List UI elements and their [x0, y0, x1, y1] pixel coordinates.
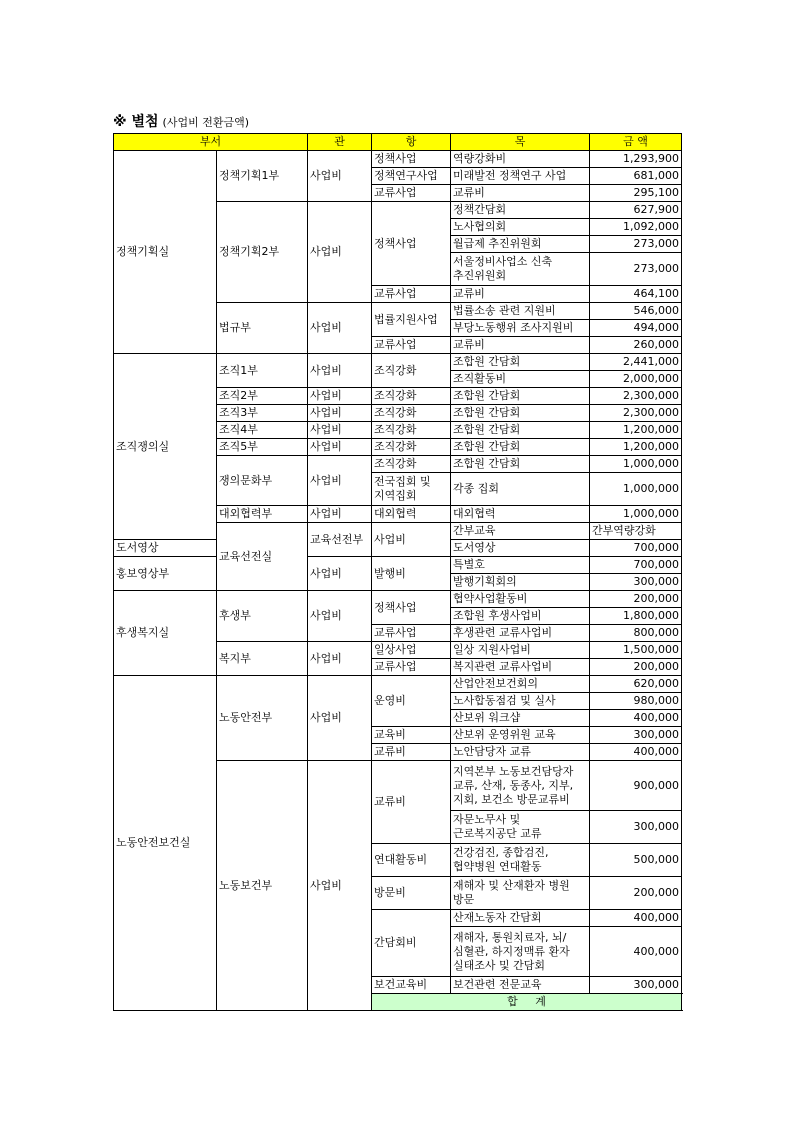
amount-cell: 464,100: [590, 286, 682, 303]
gwan-cell: 사업비: [308, 591, 372, 642]
amount-cell: 400,000: [590, 744, 682, 761]
mok-cell: 교류비: [451, 286, 590, 303]
mok-cell: 교류비: [451, 337, 590, 354]
mok-cell: 법률소송 관련 지원비: [451, 303, 590, 320]
table-row: [114, 151, 682, 168]
hang-cell: 방문비: [372, 877, 451, 910]
amount-cell: 300,000: [590, 977, 682, 994]
header-mok: 목: [451, 134, 590, 151]
amount-cell: 1,200,000: [590, 422, 682, 439]
total-label: 합 계: [372, 994, 682, 1011]
team-cell: 조직4부: [217, 422, 308, 439]
mok-cell: 자문노무사 및 근로복지공단 교류: [451, 811, 590, 844]
gwan-cell: 사업비: [308, 303, 372, 354]
gwan-cell: 사업비: [308, 422, 372, 439]
amount-cell: 400,000: [590, 710, 682, 727]
hang-cell: 간부교육: [451, 523, 590, 540]
gwan-cell: 사업비: [308, 439, 372, 456]
amount-cell: 200,000: [590, 659, 682, 676]
page-title: [113, 112, 249, 130]
mok-cell: 노사협의회: [451, 219, 590, 236]
hang-cell: 운영비: [372, 676, 451, 727]
mok-cell: 재해자, 통원치료자, 뇌/심혈관, 하지정맥류 환자 실태조사 및 간담회: [451, 927, 590, 977]
mok-cell: 조합원 간담회: [451, 456, 590, 473]
amount-cell: 2,300,000: [590, 405, 682, 422]
mok-cell: 조합원 간담회: [451, 422, 590, 439]
hang-cell: 정책사업: [372, 591, 451, 625]
amount-cell: 700,000: [590, 557, 682, 574]
table-header-row: [114, 134, 682, 151]
mok-cell: 노안담당자 교류: [451, 744, 590, 761]
hang-cell: 조직강화: [372, 388, 451, 405]
amount-cell: 300,000: [590, 727, 682, 744]
hang-cell: 전국집회 및 지역집회: [372, 473, 451, 506]
amount-cell: 700,000: [590, 540, 682, 557]
amount-cell: 273,000: [590, 253, 682, 286]
hang-cell: 간담회비: [372, 910, 451, 977]
amount-cell: 273,000: [590, 236, 682, 253]
hang-cell: 조직강화: [372, 354, 451, 388]
amount-cell: 2,300,000: [590, 388, 682, 405]
gwan-cell: 사업비: [308, 388, 372, 405]
mok-cell: 간부역량강화: [590, 523, 682, 540]
mok-cell: 조합원 후생사업비: [451, 608, 590, 625]
hang-cell: 교류사업: [372, 286, 451, 303]
amount-cell: 300,000: [590, 574, 682, 591]
dept-cell: 정책기획실: [114, 151, 217, 354]
hang-cell: 보건교육비: [372, 977, 451, 994]
mok-cell: 산보위 워크샵: [451, 710, 590, 727]
mok-cell: 조합원 간담회: [451, 439, 590, 456]
mok-cell: 협약사업활동비: [451, 591, 590, 608]
amount-cell: 295,100: [590, 185, 682, 202]
mok-cell: 각종 집회: [451, 473, 590, 506]
amount-cell: 300,000: [590, 811, 682, 844]
team-cell: 홍보영상부: [114, 557, 217, 591]
hang-cell: 교류사업: [372, 185, 451, 202]
amount-cell: 546,000: [590, 303, 682, 320]
gwan-cell: 사업비: [308, 202, 372, 303]
mok-cell: 도서영상: [451, 540, 590, 557]
gwan-cell: 사업비: [308, 405, 372, 422]
hang-cell: 발행비: [372, 557, 451, 591]
hang-cell: 교류비: [372, 761, 451, 844]
amount-cell: 1,293,900: [590, 151, 682, 168]
mok-cell: 조합원 간담회: [451, 354, 590, 371]
dept-cell: 조직쟁의실: [114, 354, 217, 540]
mok-cell: 조직활동비: [451, 371, 590, 388]
amount-cell: 681,000: [590, 168, 682, 185]
mok-cell: 후생관련 교류사업비: [451, 625, 590, 642]
mok-cell: 노사합동점검 및 실사: [451, 693, 590, 710]
hang-cell: 대외협력: [372, 506, 451, 523]
hang-cell: 조직강화: [372, 439, 451, 456]
amount-cell: 1,000,000: [590, 473, 682, 506]
amount-cell: 1,092,000: [590, 219, 682, 236]
gwan-cell: 사업비: [308, 354, 372, 388]
header-hang: 항: [372, 134, 451, 151]
gwan-cell: 사업비: [308, 456, 372, 506]
mok-cell: 재해자 및 산재환자 병원 방문: [451, 877, 590, 910]
amount-cell: 2,000,000: [590, 371, 682, 388]
team-cell: 조직1부: [217, 354, 308, 388]
team-cell: 조직2부: [217, 388, 308, 405]
dept-cell: 후생복지실: [114, 591, 217, 676]
gwan-cell: 사업비: [308, 761, 372, 1011]
amount-cell: 1,800,000: [590, 608, 682, 625]
hang-cell: 교류사업: [372, 337, 451, 354]
amount-cell: 900,000: [590, 761, 682, 811]
dept-cell: 교육선전실: [217, 523, 308, 591]
team-cell: 정책기획2부: [217, 202, 308, 303]
team-cell: 복지부: [217, 642, 308, 676]
hang-cell: 교육비: [372, 727, 451, 744]
mok-cell: 보건관련 전문교육: [451, 977, 590, 994]
amount-cell: 620,000: [590, 676, 682, 693]
gwan-cell: 사업비: [308, 506, 372, 523]
table-row: [114, 354, 682, 371]
amount-cell: 800,000: [590, 625, 682, 642]
team-cell: 쟁의문화부: [217, 456, 308, 506]
hang-cell: 정책사업: [372, 202, 451, 286]
hang-cell: 일상사업: [372, 642, 451, 659]
amount-cell: 400,000: [590, 927, 682, 977]
table-row: [114, 591, 682, 608]
mok-cell: 특별호: [451, 557, 590, 574]
table-row: [114, 557, 682, 574]
amount-cell: 200,000: [590, 591, 682, 608]
mok-cell: 역량강화비: [451, 151, 590, 168]
amount-cell: 1,000,000: [590, 456, 682, 473]
amount-cell: 627,900: [590, 202, 682, 219]
hang-cell: 교류사업: [372, 625, 451, 642]
amount-cell: 400,000: [590, 910, 682, 927]
mok-cell: 복지관련 교류사업비: [451, 659, 590, 676]
hang-cell: 교류비: [372, 744, 451, 761]
hang-cell: 정책연구사업: [372, 168, 451, 185]
amount-cell: 1,200,000: [590, 439, 682, 456]
header-gwan: 관: [308, 134, 372, 151]
mok-cell: 미래발전 정책연구 사업: [451, 168, 590, 185]
amount-cell: 2,441,000: [590, 354, 682, 371]
team-cell: 정책기획1부: [217, 151, 308, 202]
mok-cell: 지역본부 노동보건담당자 교류, 산재, 동종사, 지부, 지회, 보건소 방문교류비: [451, 761, 590, 811]
amount-cell: 980,000: [590, 693, 682, 710]
title-main: ※ 별첨: [113, 114, 159, 130]
gwan-cell: 사업비: [308, 642, 372, 676]
amount-cell: 494,000: [590, 320, 682, 337]
hang-cell: 조직강화: [372, 405, 451, 422]
gwan-cell: 사업비: [308, 151, 372, 202]
amount-cell: 1,500,000: [590, 642, 682, 659]
team-cell: 후생부: [217, 591, 308, 642]
hang-cell: 연대활동비: [372, 844, 451, 877]
dept-cell: 노동안전보건실: [114, 676, 217, 1011]
mok-cell: 월급제 추진위원회: [451, 236, 590, 253]
team-cell: 조직3부: [217, 405, 308, 422]
mok-cell: 대외협력: [451, 506, 590, 523]
gwan-cell: 사업비: [308, 557, 372, 591]
budget-table: [113, 133, 682, 1011]
mok-cell: 서울정비사업소 신축 추진위원회: [451, 253, 590, 286]
hang-cell: 교류사업: [372, 659, 451, 676]
mok-cell: 교류비: [451, 185, 590, 202]
gwan-cell: 사업비: [372, 523, 451, 557]
team-cell: 대외협력부: [217, 506, 308, 523]
header-amount: 금 액: [590, 134, 682, 151]
hang-cell: 도서영상: [114, 540, 217, 557]
amount-cell: 1,000,000: [590, 506, 682, 523]
mok-cell: 일상 지원사업비: [451, 642, 590, 659]
gwan-cell: 사업비: [308, 676, 372, 761]
title-sub: (사업비 전환금액): [162, 116, 250, 129]
team-cell: 노동보건부: [217, 761, 308, 1011]
mok-cell: 산보위 운영위원 교육: [451, 727, 590, 744]
mok-cell: 건강검진, 종합검진, 협약병원 연대활동: [451, 844, 590, 877]
amount-cell: 500,000: [590, 844, 682, 877]
mok-cell: 발행기획회의: [451, 574, 590, 591]
team-cell: 노동안전부: [217, 676, 308, 761]
hang-cell: 법률지원사업: [372, 303, 451, 337]
header-dept: 부서: [114, 134, 308, 151]
amount-cell: 200,000: [590, 877, 682, 910]
team-cell: 교육선전부: [308, 523, 372, 557]
hang-cell: 조직강화: [372, 456, 451, 473]
team-cell: 법규부: [217, 303, 308, 354]
mok-cell: 조합원 간담회: [451, 388, 590, 405]
mok-cell: 조합원 간담회: [451, 405, 590, 422]
hang-cell: 정책사업: [372, 151, 451, 168]
amount-cell: 260,000: [590, 337, 682, 354]
mok-cell: 산재노동자 간담회: [451, 910, 590, 927]
mok-cell: 정책간담회: [451, 202, 590, 219]
hang-cell: 조직강화: [372, 422, 451, 439]
table-row: [114, 676, 682, 693]
mok-cell: 부당노동행위 조사지원비: [451, 320, 590, 337]
mok-cell: 산업안전보건회의: [451, 676, 590, 693]
team-cell: 조직5부: [217, 439, 308, 456]
